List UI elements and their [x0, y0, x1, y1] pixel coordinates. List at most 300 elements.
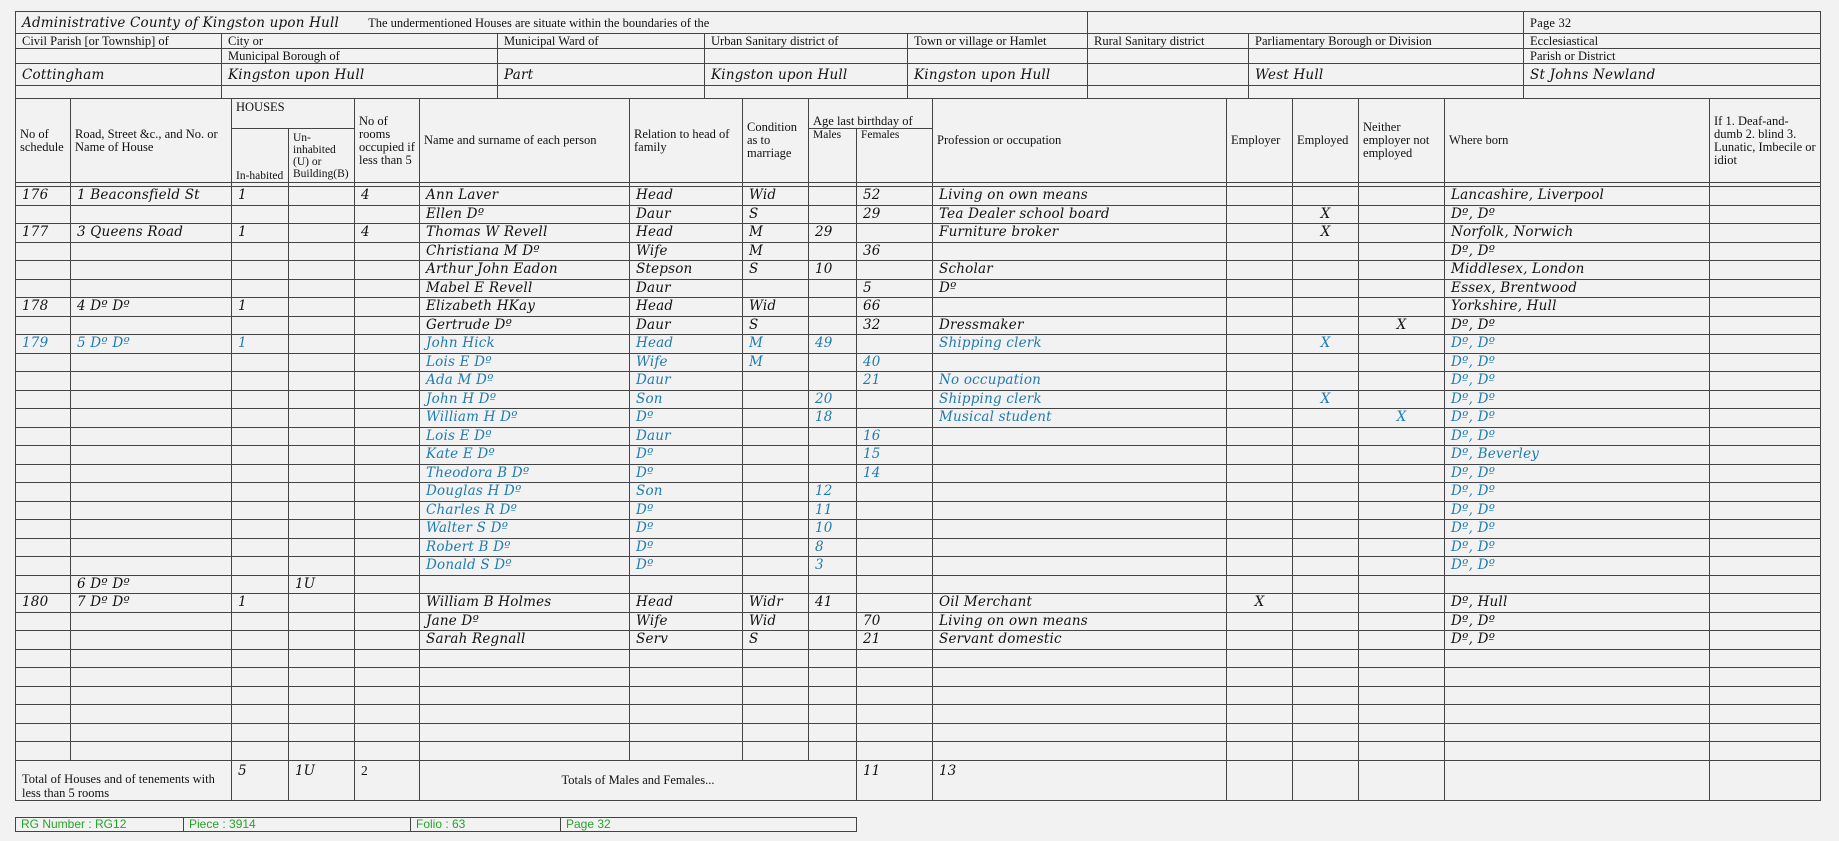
cell-employer: [1227, 298, 1293, 317]
cell-employer: [1227, 205, 1293, 224]
cell-inhabited: 1: [232, 594, 289, 613]
cell-rooms: [355, 446, 420, 465]
cell-inhabited: [232, 261, 289, 280]
cell-male-age: 12: [809, 483, 857, 502]
cell-condition: [743, 575, 809, 594]
table-row: [16, 205, 1821, 224]
cell-uninhabited: [289, 594, 355, 613]
table-row: [16, 242, 1821, 261]
totals-uninhabited: 1U: [289, 760, 355, 800]
cell-neither: [1359, 427, 1445, 446]
table-row: [16, 390, 1821, 409]
col-infirmity: If 1. Deaf-and-dumb 2. blind 3. Lunatic, Imbecile or idiot: [1710, 99, 1821, 183]
cell-employed: [1293, 427, 1359, 446]
cell-female-age: 52: [857, 187, 933, 206]
cell-uninhabited: [289, 409, 355, 428]
table-row: [16, 446, 1821, 465]
cell-condition: M: [743, 224, 809, 243]
cell-name: Arthur John Eadon: [420, 261, 630, 280]
cell-inhabited: [232, 575, 289, 594]
cell-born: Dº, Dº: [1445, 501, 1710, 520]
cell-uninhabited: [289, 372, 355, 391]
cell-infirmity: [1710, 372, 1821, 391]
cell-rooms: [355, 594, 420, 613]
cell-infirmity: [1710, 594, 1821, 613]
table-row: [16, 372, 1821, 391]
cell-employer: [1227, 557, 1293, 576]
cell-relation: Stepson: [630, 261, 743, 280]
cell-condition: M: [743, 353, 809, 372]
cell-condition: S: [743, 316, 809, 335]
cell-female-age: 70: [857, 612, 933, 631]
cell-male-age: [809, 205, 857, 224]
cell-relation: Dº: [630, 538, 743, 557]
cell-inhabited: [232, 279, 289, 298]
value-ecclesiastical: St Johns Newland: [1524, 64, 1821, 86]
cell-condition: S: [743, 205, 809, 224]
cell-infirmity: [1710, 612, 1821, 631]
cell-neither: [1359, 501, 1445, 520]
cell-neither: [1359, 224, 1445, 243]
cell-rooms: [355, 279, 420, 298]
cell-condition: [743, 409, 809, 428]
cell-infirmity: [1710, 390, 1821, 409]
cell-schedule: [16, 409, 71, 428]
cell-inhabited: [232, 427, 289, 446]
cell-infirmity: [1710, 557, 1821, 576]
cell-employer: [1227, 279, 1293, 298]
cell-male-age: [809, 446, 857, 465]
cell-neither: [1359, 594, 1445, 613]
empty-row: [16, 742, 1821, 761]
label-city: City or: [222, 34, 498, 49]
cell-name: [420, 575, 630, 594]
cell-male-age: 49: [809, 335, 857, 354]
cell-uninhabited: [289, 390, 355, 409]
cell-infirmity: [1710, 205, 1821, 224]
cell-relation: Son: [630, 390, 743, 409]
boundary-text: The undermentioned Houses are situate within the boundaries of the: [368, 15, 710, 30]
cell-occupation: Oil Merchant: [933, 594, 1227, 613]
cell-schedule: 176: [16, 187, 71, 206]
cell-infirmity: [1710, 187, 1821, 206]
cell-male-age: 8: [809, 538, 857, 557]
cell-male-age: [809, 575, 857, 594]
cell-infirmity: [1710, 224, 1821, 243]
cell-female-age: 29: [857, 205, 933, 224]
cell-road: [71, 242, 232, 261]
cell-female-age: 36: [857, 242, 933, 261]
cell-rooms: [355, 520, 420, 539]
cell-inhabited: [232, 464, 289, 483]
cell-male-age: [809, 279, 857, 298]
cell-female-age: [857, 224, 933, 243]
cell-employed: [1293, 446, 1359, 465]
cell-employed: [1293, 298, 1359, 317]
cell-inhabited: [232, 612, 289, 631]
col-females: Females: [857, 129, 933, 183]
cell-schedule: [16, 520, 71, 539]
cell-occupation: No occupation: [933, 372, 1227, 391]
cell-neither: [1359, 335, 1445, 354]
cell-occupation: [933, 298, 1227, 317]
cell-born: Dº, Hull: [1445, 594, 1710, 613]
cell-relation: Daur: [630, 205, 743, 224]
cell-born: Norfolk, Norwich: [1445, 224, 1710, 243]
cell-relation: Serv: [630, 631, 743, 650]
cell-relation: Dº: [630, 446, 743, 465]
cell-rooms: [355, 390, 420, 409]
table-row: [16, 279, 1821, 298]
table-row: [16, 520, 1821, 539]
cell-schedule: [16, 427, 71, 446]
cell-uninhabited: [289, 464, 355, 483]
cell-employer: [1227, 483, 1293, 502]
cell-schedule: [16, 205, 71, 224]
table-row: [16, 464, 1821, 483]
value-town: Kingston upon Hull: [908, 64, 1088, 86]
cell-male-age: 10: [809, 261, 857, 280]
cell-neither: [1359, 483, 1445, 502]
cell-occupation: Living on own means: [933, 187, 1227, 206]
cell-schedule: [16, 612, 71, 631]
totals-females: 13: [933, 760, 1227, 800]
table-row: [16, 501, 1821, 520]
cell-relation: Head: [630, 335, 743, 354]
cell-road: [71, 409, 232, 428]
cell-infirmity: [1710, 464, 1821, 483]
cell-employed: [1293, 187, 1359, 206]
cell-occupation: Dressmaker: [933, 316, 1227, 335]
cell-male-age: 11: [809, 501, 857, 520]
cell-relation: [630, 575, 743, 594]
cell-neither: [1359, 446, 1445, 465]
cell-name: Jane Dº: [420, 612, 630, 631]
cell-schedule: 179: [16, 335, 71, 354]
cell-uninhabited: [289, 187, 355, 206]
cell-inhabited: [232, 520, 289, 539]
cell-rooms: [355, 335, 420, 354]
cell-male-age: 29: [809, 224, 857, 243]
totals-rooms: 2: [355, 760, 420, 800]
cell-male-age: 3: [809, 557, 857, 576]
cell-employed: [1293, 631, 1359, 650]
col-uninhabited: Un-inhabited (U) or Building(B): [289, 129, 355, 183]
cell-employed: [1293, 594, 1359, 613]
value-municipal-ward: Part: [498, 64, 705, 86]
cell-road: [71, 205, 232, 224]
cell-male-age: [809, 427, 857, 446]
label-civil-parish: Civil Parish [or Township] of: [16, 34, 222, 49]
cell-employer: [1227, 224, 1293, 243]
cell-employer: [1227, 464, 1293, 483]
cell-uninhabited: [289, 520, 355, 539]
cell-born: Dº, Dº: [1445, 205, 1710, 224]
cell-condition: [743, 372, 809, 391]
cell-occupation: [933, 575, 1227, 594]
col-inhabited: In-habited: [232, 129, 289, 183]
cell-occupation: Living on own means: [933, 612, 1227, 631]
cell-female-age: [857, 557, 933, 576]
cell-neither: [1359, 538, 1445, 557]
cell-relation: Wife: [630, 612, 743, 631]
cell-uninhabited: [289, 631, 355, 650]
cell-employer: [1227, 372, 1293, 391]
page-number: Page 32: [1524, 12, 1821, 34]
cell-employed: [1293, 372, 1359, 391]
cell-female-age: 21: [857, 372, 933, 391]
cell-female-age: [857, 483, 933, 502]
cell-neither: [1359, 279, 1445, 298]
cell-name: Robert B Dº: [420, 538, 630, 557]
cell-neither: [1359, 631, 1445, 650]
value-parliamentary: West Hull: [1249, 64, 1524, 86]
col-houses: HOUSES: [232, 99, 355, 129]
cell-name: Theodora B Dº: [420, 464, 630, 483]
cell-infirmity: [1710, 501, 1821, 520]
cell-born: Dº, Dº: [1445, 353, 1710, 372]
table-row: [16, 483, 1821, 502]
cell-born: Dº, Dº: [1445, 316, 1710, 335]
cell-uninhabited: [289, 427, 355, 446]
cell-road: [71, 631, 232, 650]
cell-employer: [1227, 612, 1293, 631]
cell-born: Dº, Dº: [1445, 557, 1710, 576]
cell-occupation: [933, 427, 1227, 446]
label-town: Town or village or Hamlet: [908, 34, 1088, 49]
cell-road: [71, 612, 232, 631]
cell-uninhabited: [289, 224, 355, 243]
table-row: [16, 261, 1821, 280]
cell-road: [71, 261, 232, 280]
cell-rooms: [355, 483, 420, 502]
cell-neither: [1359, 557, 1445, 576]
cell-road: [71, 501, 232, 520]
cell-female-age: [857, 501, 933, 520]
table-row: [16, 612, 1821, 631]
cell-uninhabited: [289, 483, 355, 502]
cell-employer: [1227, 353, 1293, 372]
cell-female-age: 21: [857, 631, 933, 650]
cell-condition: Wid: [743, 612, 809, 631]
cell-schedule: [16, 446, 71, 465]
cell-uninhabited: [289, 501, 355, 520]
header-table: [15, 11, 1821, 99]
cell-neither: [1359, 205, 1445, 224]
cell-uninhabited: [289, 446, 355, 465]
cell-employer: [1227, 316, 1293, 335]
cell-road: [71, 483, 232, 502]
label-urban-sanitary: Urban Sanitary district of: [705, 34, 908, 49]
cell-employer: [1227, 187, 1293, 206]
cell-employer: [1227, 631, 1293, 650]
cell-name: John Hick: [420, 335, 630, 354]
cell-condition: Wid: [743, 298, 809, 317]
cell-inhabited: [232, 390, 289, 409]
cell-rooms: [355, 316, 420, 335]
table-row: [16, 353, 1821, 372]
col-name: Name and surname of each person: [420, 99, 630, 183]
cell-neither: [1359, 372, 1445, 391]
cell-male-age: [809, 187, 857, 206]
cell-condition: [743, 538, 809, 557]
cell-name: Christiana M Dº: [420, 242, 630, 261]
cell-infirmity: [1710, 261, 1821, 280]
cell-name: Elizabeth HKay: [420, 298, 630, 317]
cell-rooms: [355, 372, 420, 391]
cell-inhabited: [232, 316, 289, 335]
cell-female-age: 14: [857, 464, 933, 483]
cell-condition: [743, 390, 809, 409]
cell-uninhabited: [289, 261, 355, 280]
cell-occupation: Shipping clerk: [933, 335, 1227, 354]
cell-employer: [1227, 409, 1293, 428]
cell-born: Dº, Dº: [1445, 538, 1710, 557]
cell-inhabited: [232, 242, 289, 261]
label-rural-sanitary: Rural Sanitary district: [1088, 34, 1249, 49]
cell-infirmity: [1710, 279, 1821, 298]
cell-infirmity: [1710, 520, 1821, 539]
cell-infirmity: [1710, 538, 1821, 557]
cell-relation: Daur: [630, 279, 743, 298]
cell-female-age: [857, 261, 933, 280]
cell-road: [71, 446, 232, 465]
cell-rooms: [355, 353, 420, 372]
cell-female-age: 16: [857, 427, 933, 446]
cell-occupation: [933, 538, 1227, 557]
footer-bar: [15, 817, 857, 832]
cell-born: Dº, Dº: [1445, 242, 1710, 261]
cell-schedule: [16, 501, 71, 520]
cell-uninhabited: [289, 335, 355, 354]
cell-female-age: [857, 575, 933, 594]
cell-inhabited: 1: [232, 335, 289, 354]
cell-born: Dº, Dº: [1445, 335, 1710, 354]
cell-rooms: [355, 242, 420, 261]
cell-male-age: [809, 372, 857, 391]
cell-born: Lancashire, Liverpool: [1445, 187, 1710, 206]
value-rural-sanitary: [1088, 64, 1249, 86]
footer-rg: RG Number : RG12: [16, 818, 184, 832]
cell-employer: [1227, 390, 1293, 409]
cell-inhabited: 1: [232, 298, 289, 317]
cell-road: 7 Dº Dº: [71, 594, 232, 613]
cell-schedule: 180: [16, 594, 71, 613]
census-register-table: [15, 98, 1821, 801]
cell-name: William H Dº: [420, 409, 630, 428]
cell-inhabited: 1: [232, 224, 289, 243]
cell-uninhabited: [289, 612, 355, 631]
cell-female-age: 40: [857, 353, 933, 372]
cell-condition: [743, 446, 809, 465]
cell-schedule: 177: [16, 224, 71, 243]
cell-born: Yorkshire, Hull: [1445, 298, 1710, 317]
cell-schedule: 178: [16, 298, 71, 317]
col-rooms: No of rooms occupied if less than 5: [355, 99, 420, 183]
cell-condition: [743, 464, 809, 483]
cell-occupation: Servant domestic: [933, 631, 1227, 650]
cell-employer: [1227, 242, 1293, 261]
table-row: [16, 631, 1821, 650]
col-occupation: Profession or occupation: [933, 99, 1227, 183]
cell-occupation: [933, 501, 1227, 520]
cell-condition: [743, 501, 809, 520]
cell-name: Kate E Dº: [420, 446, 630, 465]
register-rows: [16, 183, 1821, 801]
cell-occupation: Musical student: [933, 409, 1227, 428]
cell-female-age: 5: [857, 279, 933, 298]
cell-relation: Dº: [630, 464, 743, 483]
cell-name: William B Holmes: [420, 594, 630, 613]
cell-neither: [1359, 464, 1445, 483]
cell-born: Dº, Dº: [1445, 520, 1710, 539]
cell-male-age: 20: [809, 390, 857, 409]
cell-employed: X: [1293, 224, 1359, 243]
cell-rooms: [355, 631, 420, 650]
cell-neither: X: [1359, 409, 1445, 428]
cell-neither: [1359, 575, 1445, 594]
cell-rooms: 4: [355, 187, 420, 206]
col-neither: Neither employer not employed: [1359, 99, 1445, 183]
col-employer: Employer: [1227, 99, 1293, 183]
cell-schedule: [16, 279, 71, 298]
cell-male-age: [809, 242, 857, 261]
cell-road: 1 Beaconsfield St: [71, 187, 232, 206]
cell-infirmity: [1710, 316, 1821, 335]
cell-rooms: [355, 427, 420, 446]
cell-rooms: [355, 298, 420, 317]
label-municipal-ward: Municipal Ward of: [498, 34, 705, 49]
cell-road: 3 Queens Road: [71, 224, 232, 243]
cell-male-age: [809, 464, 857, 483]
label-parliamentary: Parliamentary Borough or Division: [1249, 34, 1524, 49]
cell-occupation: [933, 520, 1227, 539]
cell-employer: [1227, 575, 1293, 594]
cell-occupation: Tea Dealer school board: [933, 205, 1227, 224]
cell-neither: [1359, 187, 1445, 206]
cell-neither: [1359, 261, 1445, 280]
col-employed: Employed: [1293, 99, 1359, 183]
cell-name: Lois E Dº: [420, 353, 630, 372]
col-males: Males: [809, 129, 857, 183]
cell-infirmity: [1710, 575, 1821, 594]
cell-occupation: [933, 446, 1227, 465]
cell-employer: [1227, 520, 1293, 539]
col-condition: Condition as to marriage: [743, 99, 809, 183]
cell-condition: [743, 520, 809, 539]
cell-born: Dº, Dº: [1445, 612, 1710, 631]
cell-relation: Wife: [630, 353, 743, 372]
cell-uninhabited: [289, 316, 355, 335]
cell-name: Sarah Regnall: [420, 631, 630, 650]
cell-rooms: [355, 612, 420, 631]
cell-uninhabited: [289, 353, 355, 372]
cell-road: 4 Dº Dº: [71, 298, 232, 317]
totals-males: 11: [857, 760, 933, 800]
cell-female-age: 66: [857, 298, 933, 317]
cell-inhabited: 1: [232, 187, 289, 206]
cell-employed: [1293, 316, 1359, 335]
cell-rooms: [355, 205, 420, 224]
cell-relation: Head: [630, 224, 743, 243]
cell-employed: [1293, 464, 1359, 483]
value-municipal-borough: Kingston upon Hull: [222, 64, 498, 86]
cell-road: [71, 353, 232, 372]
cell-schedule: [16, 372, 71, 391]
cell-male-age: [809, 631, 857, 650]
cell-relation: Wife: [630, 242, 743, 261]
cell-born: Middlesex, London: [1445, 261, 1710, 280]
